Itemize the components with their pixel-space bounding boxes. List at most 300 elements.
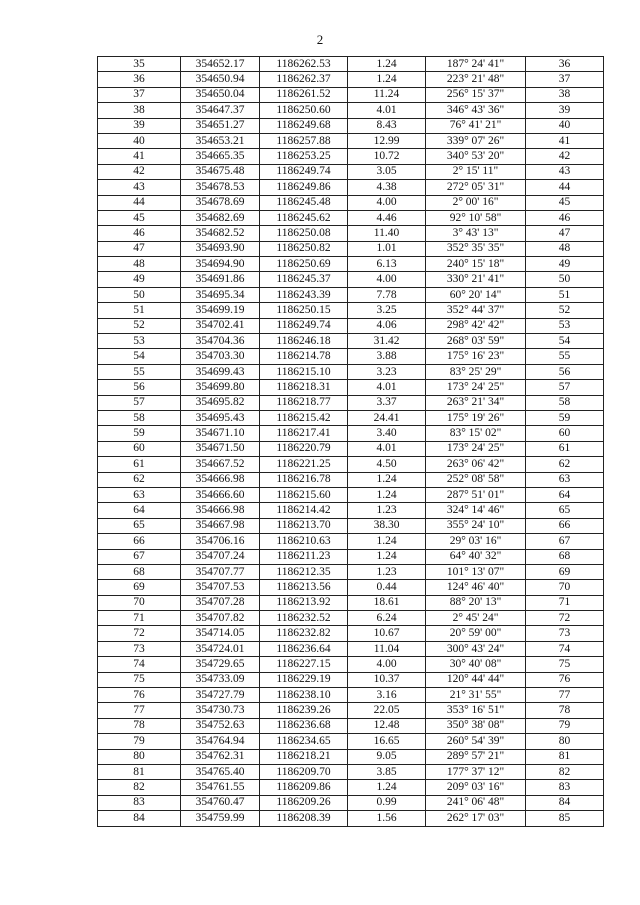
direction-angle-cell: 340° 53' 20" (426, 149, 526, 164)
point-number-cell: 52 (98, 318, 181, 333)
point-number-cell: 36 (98, 72, 181, 87)
table-row (98, 57, 604, 72)
y-coordinate-cell: 1186253.25 (260, 149, 348, 164)
segment-length-cell: 18.61 (348, 595, 426, 610)
segment-length-cell: 3.23 (348, 364, 426, 379)
y-coordinate-cell: 1186218.21 (260, 749, 348, 764)
next-point-cell: 80 (526, 734, 604, 749)
x-coordinate-cell: 354707.53 (181, 580, 260, 595)
next-point-cell: 74 (526, 641, 604, 656)
next-point-cell: 39 (526, 103, 604, 118)
point-number-cell: 82 (98, 780, 181, 795)
segment-length-cell: 12.48 (348, 718, 426, 733)
point-number-cell: 51 (98, 303, 181, 318)
direction-angle-cell: 353° 16' 51" (426, 703, 526, 718)
direction-angle-cell: 177° 37' 12" (426, 764, 526, 779)
table-row (98, 657, 604, 672)
y-coordinate-cell: 1186232.52 (260, 611, 348, 626)
table-row (98, 195, 604, 210)
direction-angle-cell: 76° 41' 21" (426, 118, 526, 133)
x-coordinate-cell: 354695.34 (181, 287, 260, 302)
point-number-cell: 64 (98, 503, 181, 518)
next-point-cell: 40 (526, 118, 604, 133)
next-point-cell: 75 (526, 657, 604, 672)
next-point-cell: 70 (526, 580, 604, 595)
y-coordinate-cell: 1186212.35 (260, 564, 348, 579)
point-number-cell: 42 (98, 164, 181, 179)
point-number-cell: 56 (98, 380, 181, 395)
direction-angle-cell: 21° 31' 55" (426, 688, 526, 703)
point-number-cell: 72 (98, 626, 181, 641)
y-coordinate-cell: 1186245.37 (260, 272, 348, 287)
y-coordinate-cell: 1186215.42 (260, 410, 348, 425)
segment-length-cell: 4.00 (348, 195, 426, 210)
next-point-cell: 37 (526, 72, 604, 87)
x-coordinate-cell: 354653.21 (181, 133, 260, 148)
segment-length-cell: 3.40 (348, 426, 426, 441)
y-coordinate-cell: 1186216.78 (260, 472, 348, 487)
y-coordinate-cell: 1186214.42 (260, 503, 348, 518)
next-point-cell: 38 (526, 87, 604, 102)
segment-length-cell: 1.56 (348, 811, 426, 826)
direction-angle-cell: 256° 15' 37" (426, 87, 526, 102)
point-number-cell: 74 (98, 657, 181, 672)
table-row (98, 626, 604, 641)
x-coordinate-cell: 354671.50 (181, 441, 260, 456)
direction-angle-cell: 2° 15' 11" (426, 164, 526, 179)
table-row (98, 226, 604, 241)
x-coordinate-cell: 354671.10 (181, 426, 260, 441)
segment-length-cell: 7.78 (348, 287, 426, 302)
table-row (98, 672, 604, 687)
segment-length-cell: 6.24 (348, 611, 426, 626)
y-coordinate-cell: 1186246.18 (260, 334, 348, 349)
segment-length-cell: 1.24 (348, 534, 426, 549)
next-point-cell: 82 (526, 764, 604, 779)
y-coordinate-cell: 1186213.92 (260, 595, 348, 610)
next-point-cell: 72 (526, 611, 604, 626)
direction-angle-cell: 268° 03' 59" (426, 334, 526, 349)
point-number-cell: 41 (98, 149, 181, 164)
point-number-cell: 46 (98, 226, 181, 241)
x-coordinate-cell: 354665.35 (181, 149, 260, 164)
next-point-cell: 36 (526, 57, 604, 72)
table-row (98, 749, 604, 764)
next-point-cell: 47 (526, 226, 604, 241)
segment-length-cell: 4.01 (348, 380, 426, 395)
table-row (98, 334, 604, 349)
direction-angle-cell: 173° 24' 25" (426, 380, 526, 395)
y-coordinate-cell: 1186261.52 (260, 87, 348, 102)
y-coordinate-cell: 1186250.60 (260, 103, 348, 118)
coordinates-table-body (98, 57, 604, 827)
y-coordinate-cell: 1186221.25 (260, 457, 348, 472)
y-coordinate-cell: 1186257.88 (260, 133, 348, 148)
table-row (98, 457, 604, 472)
direction-angle-cell: 330° 21' 41" (426, 272, 526, 287)
y-coordinate-cell: 1186227.15 (260, 657, 348, 672)
direction-angle-cell: 260° 54' 39" (426, 734, 526, 749)
point-number-cell: 83 (98, 795, 181, 810)
segment-length-cell: 3.88 (348, 349, 426, 364)
y-coordinate-cell: 1186243.39 (260, 287, 348, 302)
next-point-cell: 63 (526, 472, 604, 487)
table-row (98, 688, 604, 703)
direction-angle-cell: 355° 24' 10" (426, 518, 526, 533)
table-row (98, 410, 604, 425)
x-coordinate-cell: 354752.63 (181, 718, 260, 733)
table-row (98, 641, 604, 656)
direction-angle-cell: 175° 16' 23" (426, 349, 526, 364)
segment-length-cell: 1.24 (348, 472, 426, 487)
next-point-cell: 79 (526, 718, 604, 733)
y-coordinate-cell: 1186210.63 (260, 534, 348, 549)
table-row (98, 257, 604, 272)
x-coordinate-cell: 354759.99 (181, 811, 260, 826)
next-point-cell: 52 (526, 303, 604, 318)
direction-angle-cell: 29° 03' 16" (426, 534, 526, 549)
direction-angle-cell: 223° 21' 48" (426, 72, 526, 87)
direction-angle-cell: 83° 15' 02" (426, 426, 526, 441)
x-coordinate-cell: 354760.47 (181, 795, 260, 810)
segment-length-cell: 3.16 (348, 688, 426, 703)
x-coordinate-cell: 354651.27 (181, 118, 260, 133)
next-point-cell: 43 (526, 164, 604, 179)
x-coordinate-cell: 354707.77 (181, 564, 260, 579)
y-coordinate-cell: 1186238.10 (260, 688, 348, 703)
x-coordinate-cell: 354761.55 (181, 780, 260, 795)
table-row (98, 734, 604, 749)
y-coordinate-cell: 1186249.74 (260, 164, 348, 179)
direction-angle-cell: 324° 14' 46" (426, 503, 526, 518)
next-point-cell: 61 (526, 441, 604, 456)
x-coordinate-cell: 354678.53 (181, 180, 260, 195)
point-number-cell: 58 (98, 410, 181, 425)
next-point-cell: 44 (526, 180, 604, 195)
segment-length-cell: 11.24 (348, 87, 426, 102)
x-coordinate-cell: 354703.30 (181, 349, 260, 364)
y-coordinate-cell: 1186249.86 (260, 180, 348, 195)
table-row (98, 811, 604, 826)
y-coordinate-cell: 1186208.39 (260, 811, 348, 826)
y-coordinate-cell: 1186250.08 (260, 226, 348, 241)
table-row (98, 780, 604, 795)
y-coordinate-cell: 1186250.15 (260, 303, 348, 318)
segment-length-cell: 4.01 (348, 441, 426, 456)
segment-length-cell: 4.01 (348, 103, 426, 118)
direction-angle-cell: 20° 59' 00" (426, 626, 526, 641)
direction-angle-cell: 88° 20' 13" (426, 595, 526, 610)
next-point-cell: 54 (526, 334, 604, 349)
x-coordinate-cell: 354764.94 (181, 734, 260, 749)
y-coordinate-cell: 1186209.26 (260, 795, 348, 810)
point-number-cell: 54 (98, 349, 181, 364)
next-point-cell: 53 (526, 318, 604, 333)
next-point-cell: 78 (526, 703, 604, 718)
direction-angle-cell: 30° 40' 08" (426, 657, 526, 672)
next-point-cell: 45 (526, 195, 604, 210)
segment-length-cell: 10.37 (348, 672, 426, 687)
direction-angle-cell: 272° 05' 31" (426, 180, 526, 195)
table-row (98, 395, 604, 410)
y-coordinate-cell: 1186214.78 (260, 349, 348, 364)
x-coordinate-cell: 354733.09 (181, 672, 260, 687)
direction-angle-cell: 252° 08' 58" (426, 472, 526, 487)
point-number-cell: 53 (98, 334, 181, 349)
point-number-cell: 79 (98, 734, 181, 749)
direction-angle-cell: 187° 24' 41" (426, 57, 526, 72)
direction-angle-cell: 101° 13' 07" (426, 564, 526, 579)
next-point-cell: 50 (526, 272, 604, 287)
x-coordinate-cell: 354695.82 (181, 395, 260, 410)
x-coordinate-cell: 354706.16 (181, 534, 260, 549)
x-coordinate-cell: 354699.19 (181, 303, 260, 318)
next-point-cell: 83 (526, 780, 604, 795)
x-coordinate-cell: 354682.69 (181, 210, 260, 225)
next-point-cell: 73 (526, 626, 604, 641)
direction-angle-cell: 209° 03' 16" (426, 780, 526, 795)
next-point-cell: 49 (526, 257, 604, 272)
point-number-cell: 60 (98, 441, 181, 456)
direction-angle-cell: 240° 15' 18" (426, 257, 526, 272)
table-row (98, 180, 604, 195)
x-coordinate-cell: 354730.73 (181, 703, 260, 718)
table-row (98, 764, 604, 779)
y-coordinate-cell: 1186220.79 (260, 441, 348, 456)
y-coordinate-cell: 1186211.23 (260, 549, 348, 564)
page-number: 2 (316, 32, 324, 47)
point-number-cell: 59 (98, 426, 181, 441)
segment-length-cell: 1.24 (348, 549, 426, 564)
point-number-cell: 47 (98, 241, 181, 256)
segment-length-cell: 8.43 (348, 118, 426, 133)
x-coordinate-cell: 354707.24 (181, 549, 260, 564)
x-coordinate-cell: 354702.41 (181, 318, 260, 333)
table-row (98, 472, 604, 487)
point-number-cell: 78 (98, 718, 181, 733)
y-coordinate-cell: 1186249.74 (260, 318, 348, 333)
segment-length-cell: 1.24 (348, 780, 426, 795)
direction-angle-cell: 287° 51' 01" (426, 487, 526, 502)
segment-length-cell: 4.00 (348, 272, 426, 287)
point-number-cell: 48 (98, 257, 181, 272)
direction-angle-cell: 64° 40' 32" (426, 549, 526, 564)
direction-angle-cell: 124° 46' 40" (426, 580, 526, 595)
direction-angle-cell: 92° 10' 58" (426, 210, 526, 225)
x-coordinate-cell: 354762.31 (181, 749, 260, 764)
table-row (98, 303, 604, 318)
next-point-cell: 55 (526, 349, 604, 364)
segment-length-cell: 16.65 (348, 734, 426, 749)
point-number-cell: 61 (98, 457, 181, 472)
table-row (98, 87, 604, 102)
point-number-cell: 69 (98, 580, 181, 595)
y-coordinate-cell: 1186250.69 (260, 257, 348, 272)
next-point-cell: 67 (526, 534, 604, 549)
direction-angle-cell: 352° 35' 35" (426, 241, 526, 256)
y-coordinate-cell: 1186245.48 (260, 195, 348, 210)
next-point-cell: 60 (526, 426, 604, 441)
y-coordinate-cell: 1186234.65 (260, 734, 348, 749)
point-number-cell: 62 (98, 472, 181, 487)
point-number-cell: 45 (98, 210, 181, 225)
point-number-cell: 75 (98, 672, 181, 687)
segment-length-cell: 22.05 (348, 703, 426, 718)
x-coordinate-cell: 354682.52 (181, 226, 260, 241)
y-coordinate-cell: 1186232.82 (260, 626, 348, 641)
table-row (98, 380, 604, 395)
table-row (98, 133, 604, 148)
segment-length-cell: 6.13 (348, 257, 426, 272)
table-row (98, 534, 604, 549)
x-coordinate-cell: 354691.86 (181, 272, 260, 287)
y-coordinate-cell: 1186236.64 (260, 641, 348, 656)
point-number-cell: 63 (98, 487, 181, 502)
y-coordinate-cell: 1186239.26 (260, 703, 348, 718)
table-row (98, 272, 604, 287)
point-number-cell: 76 (98, 688, 181, 703)
direction-angle-cell: 241° 06' 48" (426, 795, 526, 810)
next-point-cell: 71 (526, 595, 604, 610)
segment-length-cell: 10.67 (348, 626, 426, 641)
point-number-cell: 40 (98, 133, 181, 148)
segment-length-cell: 4.06 (348, 318, 426, 333)
x-coordinate-cell: 354704.36 (181, 334, 260, 349)
next-point-cell: 51 (526, 287, 604, 302)
y-coordinate-cell: 1186213.70 (260, 518, 348, 533)
next-point-cell: 58 (526, 395, 604, 410)
x-coordinate-cell: 354765.40 (181, 764, 260, 779)
direction-angle-cell: 2° 00' 16" (426, 195, 526, 210)
x-coordinate-cell: 354707.28 (181, 595, 260, 610)
table-row (98, 503, 604, 518)
table-row (98, 210, 604, 225)
direction-angle-cell: 60° 20' 14" (426, 287, 526, 302)
next-point-cell: 85 (526, 811, 604, 826)
segment-length-cell: 38.30 (348, 518, 426, 533)
table-row (98, 518, 604, 533)
x-coordinate-cell: 354667.52 (181, 457, 260, 472)
segment-length-cell: 3.05 (348, 164, 426, 179)
table-row (98, 118, 604, 133)
direction-angle-cell: 263° 06' 42" (426, 457, 526, 472)
y-coordinate-cell: 1186262.53 (260, 57, 348, 72)
x-coordinate-cell: 354666.60 (181, 487, 260, 502)
table-row (98, 718, 604, 733)
table-row (98, 611, 604, 626)
y-coordinate-cell: 1186249.68 (260, 118, 348, 133)
direction-angle-cell: 346° 43' 36" (426, 103, 526, 118)
y-coordinate-cell: 1186209.86 (260, 780, 348, 795)
segment-length-cell: 12.99 (348, 133, 426, 148)
segment-length-cell: 9.05 (348, 749, 426, 764)
direction-angle-cell: 120° 44' 44" (426, 672, 526, 687)
table-row (98, 241, 604, 256)
next-point-cell: 76 (526, 672, 604, 687)
next-point-cell: 48 (526, 241, 604, 256)
direction-angle-cell: 2° 45' 24" (426, 611, 526, 626)
next-point-cell: 46 (526, 210, 604, 225)
segment-length-cell: 0.99 (348, 795, 426, 810)
next-point-cell: 77 (526, 688, 604, 703)
segment-length-cell: 24.41 (348, 410, 426, 425)
x-coordinate-cell: 354666.98 (181, 503, 260, 518)
table-row (98, 549, 604, 564)
segment-length-cell: 0.44 (348, 580, 426, 595)
next-point-cell: 56 (526, 364, 604, 379)
point-number-cell: 66 (98, 534, 181, 549)
point-number-cell: 68 (98, 564, 181, 579)
segment-length-cell: 1.23 (348, 503, 426, 518)
segment-length-cell: 4.00 (348, 657, 426, 672)
point-number-cell: 37 (98, 87, 181, 102)
segment-length-cell: 1.01 (348, 241, 426, 256)
table-row (98, 441, 604, 456)
segment-length-cell: 10.72 (348, 149, 426, 164)
direction-angle-cell: 298° 42' 42" (426, 318, 526, 333)
x-coordinate-cell: 354675.48 (181, 164, 260, 179)
point-number-cell: 80 (98, 749, 181, 764)
y-coordinate-cell: 1186213.56 (260, 580, 348, 595)
x-coordinate-cell: 354647.37 (181, 103, 260, 118)
segment-length-cell: 31.42 (348, 334, 426, 349)
table-row (98, 487, 604, 502)
table-row (98, 703, 604, 718)
table-row (98, 318, 604, 333)
direction-angle-cell: 175° 19' 26" (426, 410, 526, 425)
point-number-cell: 38 (98, 103, 181, 118)
point-number-cell: 84 (98, 811, 181, 826)
x-coordinate-cell: 354724.01 (181, 641, 260, 656)
table-row (98, 580, 604, 595)
next-point-cell: 64 (526, 487, 604, 502)
next-point-cell: 66 (526, 518, 604, 533)
point-number-cell: 70 (98, 595, 181, 610)
segment-length-cell: 3.85 (348, 764, 426, 779)
table-row (98, 426, 604, 441)
segment-length-cell: 11.04 (348, 641, 426, 656)
direction-angle-cell: 300° 43' 24" (426, 641, 526, 656)
point-number-cell: 55 (98, 364, 181, 379)
x-coordinate-cell: 354694.90 (181, 257, 260, 272)
next-point-cell: 69 (526, 564, 604, 579)
point-number-cell: 65 (98, 518, 181, 533)
table-row (98, 364, 604, 379)
next-point-cell: 42 (526, 149, 604, 164)
point-number-cell: 67 (98, 549, 181, 564)
y-coordinate-cell: 1186236.68 (260, 718, 348, 733)
next-point-cell: 41 (526, 133, 604, 148)
next-point-cell: 84 (526, 795, 604, 810)
point-number-cell: 77 (98, 703, 181, 718)
y-coordinate-cell: 1186215.60 (260, 487, 348, 502)
point-number-cell: 35 (98, 57, 181, 72)
y-coordinate-cell: 1186218.31 (260, 380, 348, 395)
x-coordinate-cell: 354727.79 (181, 688, 260, 703)
table-row (98, 149, 604, 164)
table-row (98, 72, 604, 87)
coordinates-table (97, 56, 604, 827)
segment-length-cell: 4.46 (348, 210, 426, 225)
next-point-cell: 81 (526, 749, 604, 764)
y-coordinate-cell: 1186218.77 (260, 395, 348, 410)
direction-angle-cell: 350° 38' 08" (426, 718, 526, 733)
x-coordinate-cell: 354650.04 (181, 87, 260, 102)
y-coordinate-cell: 1186209.70 (260, 764, 348, 779)
point-number-cell: 73 (98, 641, 181, 656)
point-number-cell: 43 (98, 180, 181, 195)
segment-length-cell: 11.40 (348, 226, 426, 241)
